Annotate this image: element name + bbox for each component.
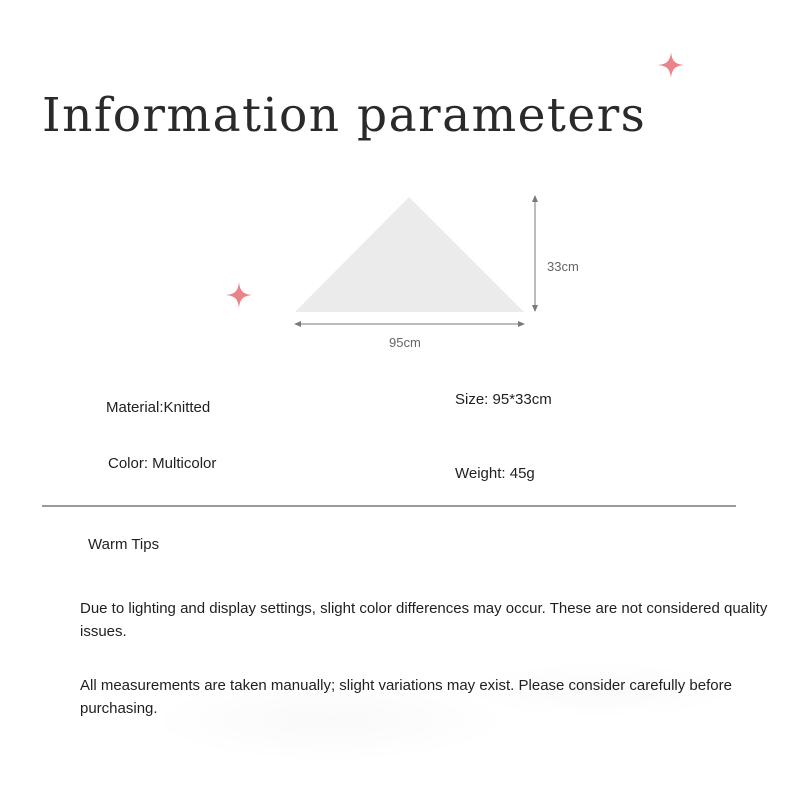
section-divider — [42, 505, 736, 507]
height-dimension-label: 33cm — [547, 259, 579, 274]
product-dimension-diagram — [280, 185, 580, 360]
warm-tips-heading: Warm Tips — [88, 536, 160, 553]
warm-tip-item: Due to lighting and display settings, slight color differences may occur. These are not considered quality issues. — [80, 600, 768, 640]
color-spec: Color: Multicolor — [108, 455, 217, 472]
size-spec: Size: 95*33cm — [455, 391, 552, 408]
triangle-shape — [295, 197, 524, 312]
material-spec: Material:Knitted — [106, 399, 211, 416]
warm-tip-item: All measurements are taken manually; slight variations may exist. Please consider carefully before purchasing. — [80, 677, 732, 717]
page-title: Information parameters — [42, 88, 647, 143]
width-dimension-label: 95cm — [389, 335, 421, 350]
weight-spec: Weight: 45g — [455, 465, 535, 482]
sparkle-icon — [225, 281, 253, 309]
sparkle-icon — [657, 51, 685, 79]
